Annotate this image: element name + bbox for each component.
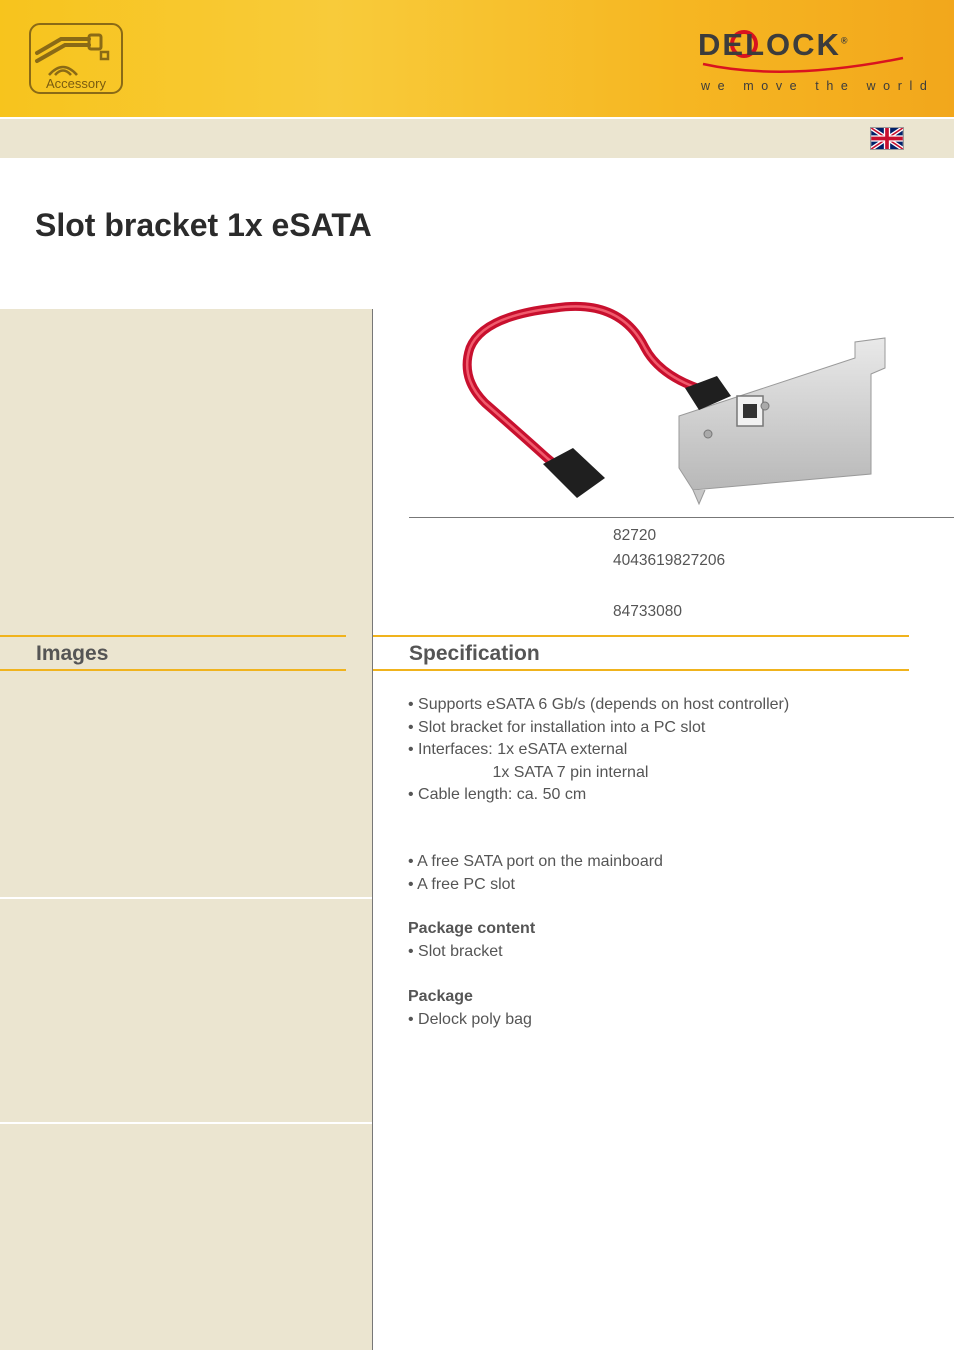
- logo-tagline: we move the world: [701, 79, 935, 93]
- requirement-item: • A free PC slot: [408, 875, 515, 893]
- spec-item: • Supports eSATA 6 Gb/s (depends on host controller): [408, 696, 790, 713]
- spec-item: 1x SATA 7 pin internal: [408, 763, 649, 781]
- ean-number: 4043619827206: [613, 552, 726, 569]
- requirement-item: • A free SATA port on the mainboard: [408, 853, 663, 870]
- column-divider: [372, 309, 373, 1350]
- package-title: Package: [408, 988, 473, 1005]
- spec-item: • Cable length: ca. 50 cm: [408, 786, 587, 803]
- accessory-label: Accessory: [46, 76, 106, 91]
- accessory-badge: [29, 23, 123, 94]
- header-banner: [0, 0, 954, 117]
- product-image: [455, 278, 895, 510]
- package-content-item: • Slot bracket: [408, 942, 503, 960]
- package-content-block: [408, 918, 535, 963]
- tariff-number: 84733080: [613, 603, 682, 620]
- specification-heading: Specification: [409, 642, 540, 665]
- left-panel: [0, 309, 372, 1350]
- page-title: Slot bracket 1x eSATA: [35, 207, 372, 243]
- spec-item: • Slot bracket for installation into a PC slot: [408, 718, 706, 736]
- uk-flag-icon[interactable]: [870, 127, 904, 150]
- article-number: 82720: [613, 527, 657, 544]
- images-heading: Images: [36, 642, 109, 665]
- language-bar: [0, 119, 954, 158]
- spec-item: • Interfaces: 1x eSATA external: [408, 741, 628, 758]
- package-item: • Delock poly bag: [408, 1010, 532, 1028]
- images-header: [0, 635, 346, 671]
- logo-wordmark: DELOCK®: [698, 27, 850, 62]
- delock-logo[interactable]: [695, 24, 935, 96]
- spec-features: [408, 694, 789, 807]
- spec-requirements: [408, 851, 663, 896]
- package-block: [408, 986, 532, 1031]
- left-panel-divider: [0, 1122, 372, 1124]
- package-content-title: Package content: [408, 920, 536, 937]
- info-rule: [409, 517, 954, 518]
- specification-header: [373, 635, 909, 671]
- left-panel-divider: [0, 897, 372, 899]
